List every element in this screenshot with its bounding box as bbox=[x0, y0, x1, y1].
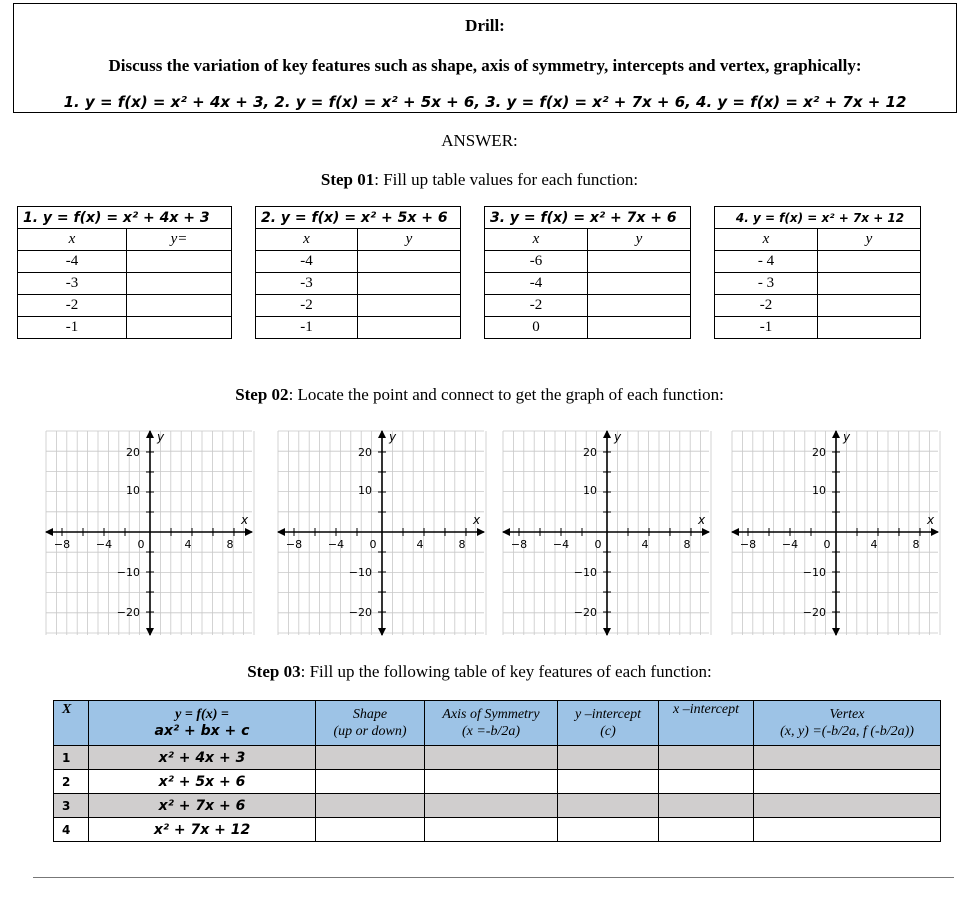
y-value-cell[interactable] bbox=[358, 251, 461, 273]
vertex-column-header bbox=[754, 701, 941, 746]
tick-labels bbox=[286, 430, 481, 619]
axis-header-line2: (x =-b/2a) bbox=[461, 724, 521, 739]
axis-column-header bbox=[425, 701, 558, 746]
x-tick-label: −8 bbox=[510, 538, 528, 551]
axis-cell[interactable] bbox=[425, 818, 558, 842]
shape-cell[interactable] bbox=[316, 770, 425, 794]
x-axis-label: x bbox=[241, 513, 249, 527]
vertex-header-line2: (x, y) =(-b/2a, f (-b/2a)) bbox=[780, 724, 914, 739]
key-features-table bbox=[53, 700, 941, 842]
value-table-3 bbox=[484, 206, 691, 339]
vertex-cell[interactable] bbox=[754, 794, 941, 818]
shape-column-header bbox=[316, 701, 425, 746]
function-column-header bbox=[89, 701, 316, 746]
y-intercept-cell[interactable] bbox=[558, 794, 659, 818]
yint-header-line2: (c) bbox=[600, 724, 616, 739]
x-tick-label: 4 bbox=[870, 538, 878, 551]
value-table-4 bbox=[714, 206, 921, 339]
y-value-cell[interactable] bbox=[818, 251, 921, 273]
drill-description: Discuss the variation of key features such as shape, axis of symmetry, intercepts and vertex, graphically: bbox=[108, 56, 862, 75]
shape-cell[interactable] bbox=[316, 818, 425, 842]
y-tick-label: −20 bbox=[802, 606, 826, 619]
y-value-cell[interactable] bbox=[358, 317, 461, 339]
x-value: -2 bbox=[18, 295, 127, 317]
y-tick-label: −20 bbox=[116, 606, 140, 619]
x-column-header: x bbox=[18, 229, 127, 251]
y-tick-label: 10 bbox=[358, 484, 372, 497]
y-axis-bottom-arrow-icon bbox=[146, 628, 154, 636]
vertex-cell[interactable] bbox=[754, 818, 941, 842]
x-value: -4 bbox=[18, 251, 127, 273]
vertex-header-line1: Vertex bbox=[829, 707, 865, 722]
x-value: -2 bbox=[715, 295, 818, 317]
y-column-header: y bbox=[818, 229, 921, 251]
y-axis-bottom-arrow-icon bbox=[378, 628, 386, 636]
x-tick-label: 8 bbox=[226, 538, 234, 551]
y-intercept-column-header bbox=[558, 701, 659, 746]
drill-functions: 1. y = f(x) = x² + 4x + 3, 2. y = f(x) = x² + 5x + 6, 3. y = f(x) = x² + 7x + 6, 4. y = f(x) = x² + 7x + 12 bbox=[63, 93, 907, 111]
x-value: - 3 bbox=[715, 273, 818, 295]
step1-instruction bbox=[0, 170, 959, 190]
shape-cell[interactable] bbox=[316, 794, 425, 818]
value-table-header: 1. y = f(x) = x² + 4x + 3 bbox=[18, 207, 232, 229]
step2-instruction bbox=[0, 385, 959, 405]
x-column-header: x bbox=[715, 229, 818, 251]
x-tick-label: −4 bbox=[552, 538, 570, 551]
y-value-cell[interactable] bbox=[127, 273, 232, 295]
x-intercept-cell[interactable] bbox=[659, 746, 754, 770]
x-value: -1 bbox=[715, 317, 818, 339]
value-table-header: 4. y = f(x) = x² + 7x + 12 bbox=[715, 207, 921, 229]
row-number: 2 bbox=[54, 770, 89, 794]
value-table-header: 2. y = f(x) = x² + 5x + 6 bbox=[256, 207, 461, 229]
row-function: x² + 7x + 12 bbox=[89, 818, 316, 842]
bottom-divider bbox=[33, 877, 954, 878]
x-tick-label: −4 bbox=[327, 538, 345, 551]
vertex-cell[interactable] bbox=[754, 770, 941, 794]
shape-cell[interactable] bbox=[316, 746, 425, 770]
y-value-cell[interactable] bbox=[127, 251, 232, 273]
y-value-cell[interactable] bbox=[818, 295, 921, 317]
x-intercept-cell[interactable] bbox=[659, 818, 754, 842]
coordinate-grid-4[interactable] bbox=[729, 428, 941, 638]
y-tick-label: 10 bbox=[583, 484, 597, 497]
answer-label: ANSWER: bbox=[441, 131, 518, 150]
axes bbox=[45, 430, 253, 636]
y-intercept-cell[interactable] bbox=[558, 770, 659, 794]
y-tick-label: −10 bbox=[116, 566, 140, 579]
coordinate-grid-2[interactable] bbox=[275, 428, 487, 638]
x-value: -3 bbox=[256, 273, 358, 295]
function-header-line2: ax² + bx + c bbox=[154, 723, 250, 739]
x-tick-label: 0 bbox=[594, 538, 602, 551]
y-axis-bottom-arrow-icon bbox=[603, 628, 611, 636]
x-axis-right-arrow-icon bbox=[702, 528, 710, 536]
y-tick-label: −20 bbox=[573, 606, 597, 619]
y-tick-label: −10 bbox=[802, 566, 826, 579]
y-column-header: y= bbox=[127, 229, 232, 251]
x-tick-label: 0 bbox=[823, 538, 831, 551]
step3-instruction bbox=[0, 662, 959, 682]
x-value: -2 bbox=[485, 295, 588, 317]
y-intercept-cell[interactable] bbox=[558, 746, 659, 770]
step3-text: : Fill up the following table of key features of each function: bbox=[300, 662, 712, 681]
x-tick-label: 8 bbox=[458, 538, 466, 551]
x-tick-label: −4 bbox=[95, 538, 113, 551]
tick-labels bbox=[740, 430, 935, 619]
y-column-header: y bbox=[358, 229, 461, 251]
y-value-cell[interactable] bbox=[358, 273, 461, 295]
vertex-cell[interactable] bbox=[754, 746, 941, 770]
axes bbox=[731, 430, 939, 636]
x-tick-label: 4 bbox=[184, 538, 192, 551]
x-column-header: x bbox=[256, 229, 358, 251]
x-tick-label: 0 bbox=[137, 538, 145, 551]
x-value: -4 bbox=[485, 273, 588, 295]
row-function: x² + 7x + 6 bbox=[89, 794, 316, 818]
row-number: 1 bbox=[54, 746, 89, 770]
x-value: -1 bbox=[18, 317, 127, 339]
row-function: x² + 5x + 6 bbox=[89, 770, 316, 794]
step1-label: Step 01 bbox=[320, 170, 375, 189]
x-tick-label: −8 bbox=[739, 538, 757, 551]
y-axis-label: y bbox=[843, 430, 851, 444]
step1-text: : Fill up table values for each function: bbox=[374, 170, 639, 189]
x-axis-label: x bbox=[698, 513, 706, 527]
step3-label: Step 03 bbox=[247, 662, 301, 681]
axis-header-line1: Axis of Symmetry bbox=[442, 707, 540, 722]
y-value-cell[interactable] bbox=[127, 317, 232, 339]
x-intercept-column-header bbox=[659, 701, 754, 746]
drill-title: Drill: bbox=[465, 16, 505, 35]
value-table-header: 3. y = f(x) = x² + 7x + 6 bbox=[485, 207, 691, 229]
coordinate-grid-3[interactable] bbox=[500, 428, 712, 638]
x-tick-label: 8 bbox=[683, 538, 691, 551]
x-value: -6 bbox=[485, 251, 588, 273]
xint-header-line1: x –intercept bbox=[673, 702, 739, 717]
row-function: x² + 4x + 3 bbox=[89, 746, 316, 770]
yint-header-line1: y –intercept bbox=[575, 707, 641, 722]
axis-cell[interactable] bbox=[425, 746, 558, 770]
axis-cell[interactable] bbox=[425, 770, 558, 794]
y-tick-label: 20 bbox=[812, 446, 826, 459]
x-tick-label: 4 bbox=[416, 538, 424, 551]
step2-label: Step 02 bbox=[235, 385, 289, 404]
y-tick-label: 20 bbox=[358, 446, 372, 459]
function-header-line1: y = f(x) = bbox=[175, 707, 229, 722]
x-axis-right-arrow-icon bbox=[931, 528, 939, 536]
axes bbox=[502, 430, 710, 636]
tick-labels bbox=[511, 430, 706, 619]
x-value: - 4 bbox=[715, 251, 818, 273]
y-tick-label: 20 bbox=[126, 446, 140, 459]
x-column-header: X bbox=[54, 701, 89, 746]
y-value-cell[interactable] bbox=[588, 295, 691, 317]
shape-header-line2: (up or down) bbox=[333, 724, 407, 739]
y-axis-bottom-arrow-icon bbox=[832, 628, 840, 636]
x-axis-right-arrow-icon bbox=[477, 528, 485, 536]
x-intercept-cell[interactable] bbox=[659, 794, 754, 818]
y-axis-label: y bbox=[389, 430, 397, 444]
y-tick-label: 10 bbox=[126, 484, 140, 497]
coordinate-grid-1[interactable] bbox=[43, 428, 255, 638]
y-tick-label: 10 bbox=[812, 484, 826, 497]
y-value-cell[interactable] bbox=[127, 295, 232, 317]
x-value: 0 bbox=[485, 317, 588, 339]
tick-labels bbox=[54, 430, 249, 619]
x-tick-label: −8 bbox=[53, 538, 71, 551]
row-number: 4 bbox=[54, 818, 89, 842]
y-axis-label: y bbox=[157, 430, 165, 444]
x-tick-label: −4 bbox=[781, 538, 799, 551]
x-column-header: x bbox=[485, 229, 588, 251]
drill-box bbox=[13, 3, 957, 113]
y-column-header: y bbox=[588, 229, 691, 251]
x-tick-label: 4 bbox=[641, 538, 649, 551]
value-table-1 bbox=[17, 206, 232, 339]
y-value-cell[interactable] bbox=[588, 317, 691, 339]
y-value-cell[interactable] bbox=[588, 273, 691, 295]
y-tick-label: −10 bbox=[348, 566, 372, 579]
x-value: -2 bbox=[256, 295, 358, 317]
row-number: 3 bbox=[54, 794, 89, 818]
x-intercept-cell[interactable] bbox=[659, 770, 754, 794]
shape-header-line1: Shape bbox=[352, 707, 388, 722]
x-value: -4 bbox=[256, 251, 358, 273]
x-axis-label: x bbox=[927, 513, 935, 527]
y-value-cell[interactable] bbox=[358, 295, 461, 317]
axis-cell[interactable] bbox=[425, 794, 558, 818]
x-tick-label: 8 bbox=[912, 538, 920, 551]
x-value: -1 bbox=[256, 317, 358, 339]
y-tick-label: −10 bbox=[573, 566, 597, 579]
y-value-cell[interactable] bbox=[818, 273, 921, 295]
step2-text: : Locate the point and connect to get the graph of each function: bbox=[288, 385, 724, 404]
x-value: -3 bbox=[18, 273, 127, 295]
x-axis-label: x bbox=[473, 513, 481, 527]
axes bbox=[277, 430, 485, 636]
y-value-cell[interactable] bbox=[818, 317, 921, 339]
y-tick-label: −20 bbox=[348, 606, 372, 619]
y-intercept-cell[interactable] bbox=[558, 818, 659, 842]
y-tick-label: 20 bbox=[583, 446, 597, 459]
x-tick-label: −8 bbox=[285, 538, 303, 551]
y-value-cell[interactable] bbox=[588, 251, 691, 273]
y-axis-label: y bbox=[614, 430, 622, 444]
value-table-2 bbox=[255, 206, 461, 339]
x-axis-right-arrow-icon bbox=[245, 528, 253, 536]
x-tick-label: 0 bbox=[369, 538, 377, 551]
